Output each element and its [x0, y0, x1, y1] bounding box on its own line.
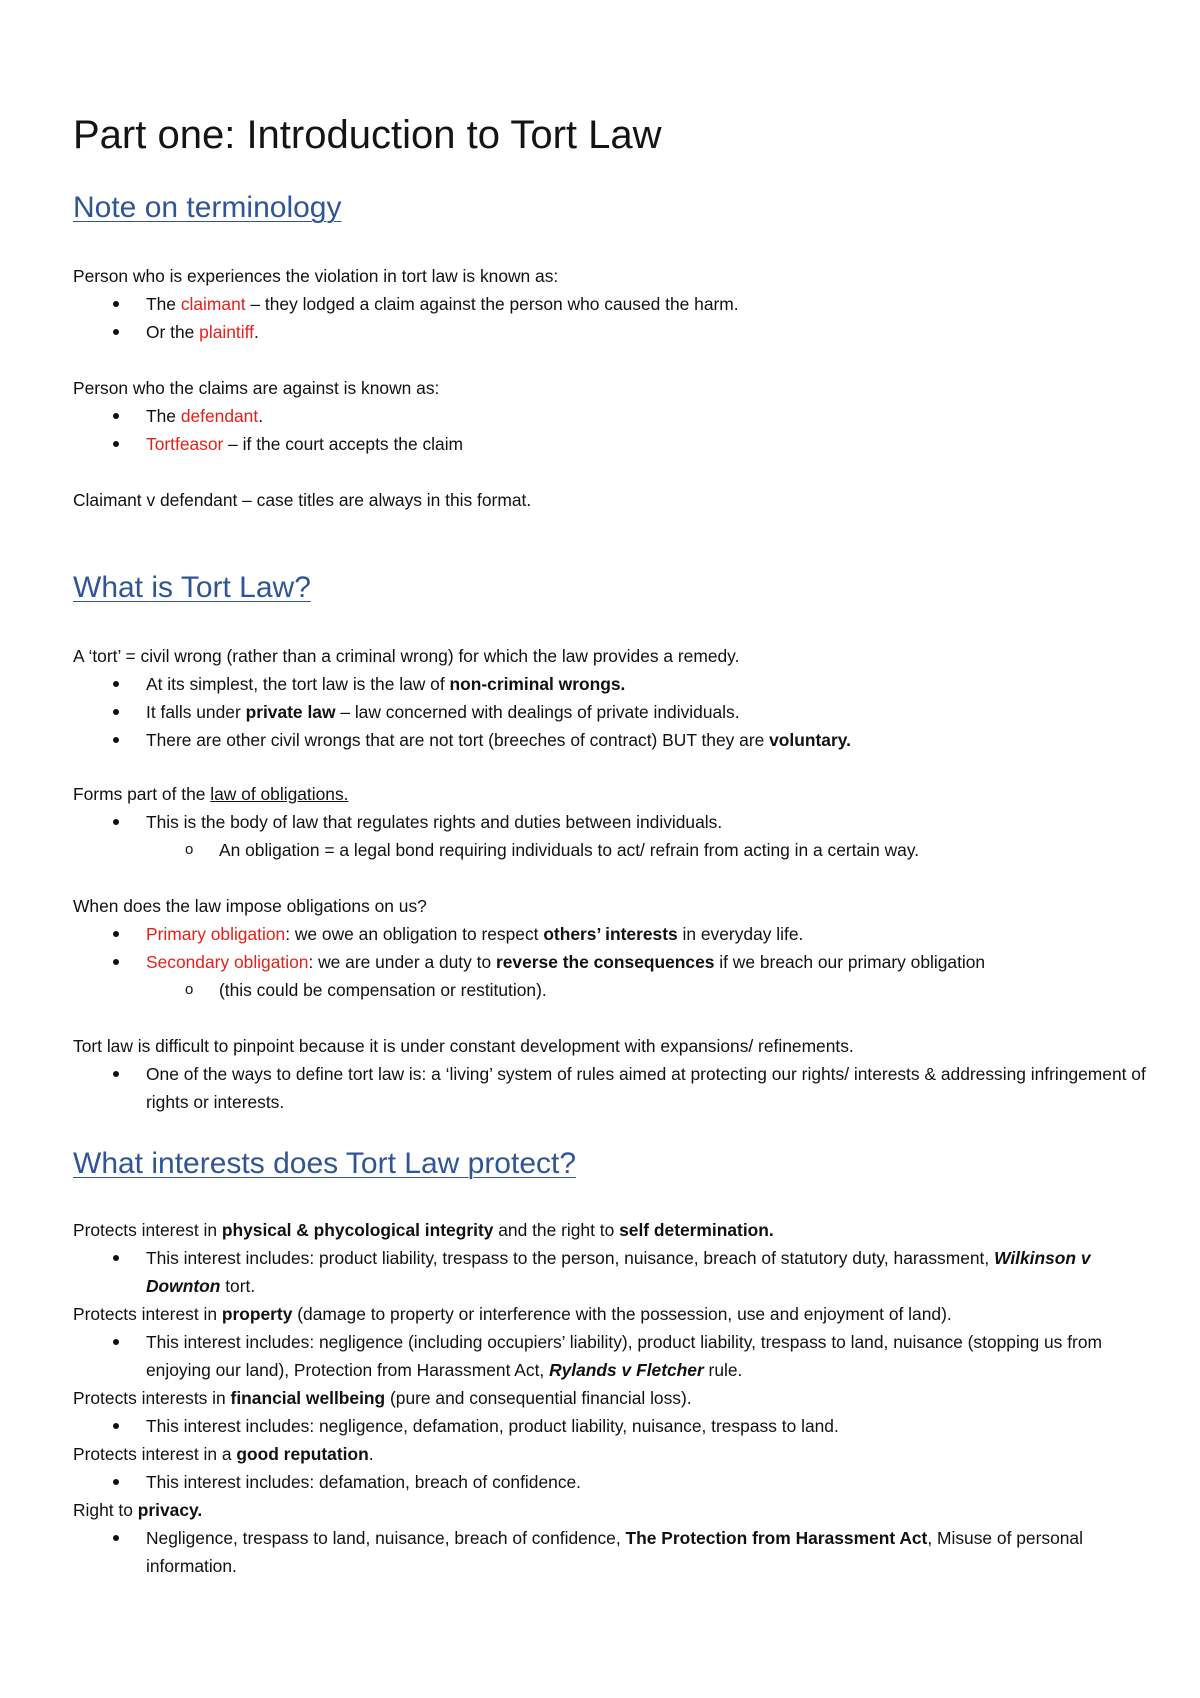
paragraph: Protects interest in property (damage to property or interference with the possession, use and enjoyment of land). [73, 1304, 952, 1324]
list-item: This interest includes: negligence, defamation, product liability, nuisance, trespass to land. [73, 1412, 1143, 1440]
paragraph: A ‘tort’ = civil wrong (rather than a criminal wrong) for which the law provides a remedy. [73, 646, 740, 666]
list-item: The defendant. [73, 402, 1143, 430]
paragraph: Person who the claims are against is known as: [73, 378, 440, 398]
list-item: Secondary obligation: we are under a duty to reverse the consequences if we breach our primary obligation [73, 948, 1143, 976]
paragraph: Claimant v defendant – case titles are always in this format. [73, 490, 532, 510]
list-item: At its simplest, the tort law is the law of non-criminal wrongs. [73, 670, 1143, 698]
terminology-block-2 [73, 374, 1143, 458]
bullet-list [73, 1524, 1143, 1580]
list-item: Or the plaintiff. [73, 318, 1143, 346]
list-item: Tortfeasor – if the court accepts the claim [73, 430, 1143, 458]
sub-list-item: o An obligation = a legal bond requiring individuals to act/ refrain from acting in a certain way. [73, 836, 1143, 864]
bullet-list [73, 1468, 1143, 1496]
list-item: This is the body of law that regulates rights and duties between individuals. [73, 808, 1143, 836]
bullet-list [73, 290, 1143, 346]
heading-what-is-tort-law: What is Tort Law? [73, 571, 311, 604]
heading-terminology: Note on terminology [73, 191, 342, 224]
paragraph: Protects interest in a good reputation. [73, 1444, 374, 1464]
bullet-list [73, 920, 1143, 1004]
heading-interests: What interests does Tort Law protect? [73, 1147, 577, 1180]
list-item: This interest includes: defamation, breach of confidence. [73, 1468, 1143, 1496]
bullet-list [73, 1244, 1143, 1300]
bullet-list [73, 808, 1143, 864]
list-item: There are other civil wrongs that are not tort (breeches of contract) BUT they are voluntary. [73, 726, 1143, 754]
obligations-question-block [73, 892, 1143, 1004]
list-item: It falls under private law – law concerned with dealings of private individuals. [73, 698, 1143, 726]
bullet-list [73, 1412, 1143, 1440]
paragraph: When does the law impose obligations on us? [73, 896, 427, 916]
paragraph: Protects interests in financial wellbeing (pure and consequential financial loss). [73, 1388, 692, 1408]
paragraph: Right to privacy. [73, 1500, 203, 1520]
bullet-list [73, 402, 1143, 458]
tort-definition-block [73, 642, 1143, 754]
obligations-block [73, 780, 1143, 864]
tort-development-block [73, 1032, 1146, 1116]
list-item: Primary obligation: we owe an obligation to respect others’ interests in everyday life. [73, 920, 1143, 948]
paragraph: Protects interest in physical & phycological integrity and the right to self determination. [73, 1220, 774, 1240]
paragraph: Person who is experiences the violation in tort law is known as: [73, 266, 559, 286]
bullet-list [73, 1060, 1146, 1116]
sub-list-item: o (this could be compensation or restitution). [73, 976, 1143, 1004]
list-item: This interest includes: product liability, trespass to the person, nuisance, breach of statutory duty, harassment, Wilkinson v Downton tort. [73, 1244, 1126, 1300]
list-item: One of the ways to define tort law is: a ‘living’ system of rules aimed at protecting our rights/ interests & addressing infringement of rights or interests. [73, 1060, 1186, 1116]
list-item: The claimant – they lodged a claim against the person who caused the harm. [73, 290, 1143, 318]
terminology-block-1 [73, 262, 1143, 346]
paragraph: Tort law is difficult to pinpoint because it is under constant development with expansions/ refinements. [73, 1036, 854, 1056]
bullet-list [73, 670, 1143, 754]
page-title: Part one: Introduction to Tort Law [73, 113, 662, 157]
bullet-list [73, 1328, 1143, 1384]
paragraph: Forms part of the law of obligations. [73, 784, 349, 804]
interests-block [73, 1216, 1143, 1580]
list-item: This interest includes: negligence (including occupiers’ liability), product liability, trespass to land, nuisance (stopping us from enjoying our land), Protection from Harassment Act, Rylands v Fletcher rule. [73, 1328, 1146, 1384]
list-item: Negligence, trespass to land, nuisance, breach of confidence, The Protection from Harassment Act, Misuse of personal information. [73, 1524, 1146, 1580]
